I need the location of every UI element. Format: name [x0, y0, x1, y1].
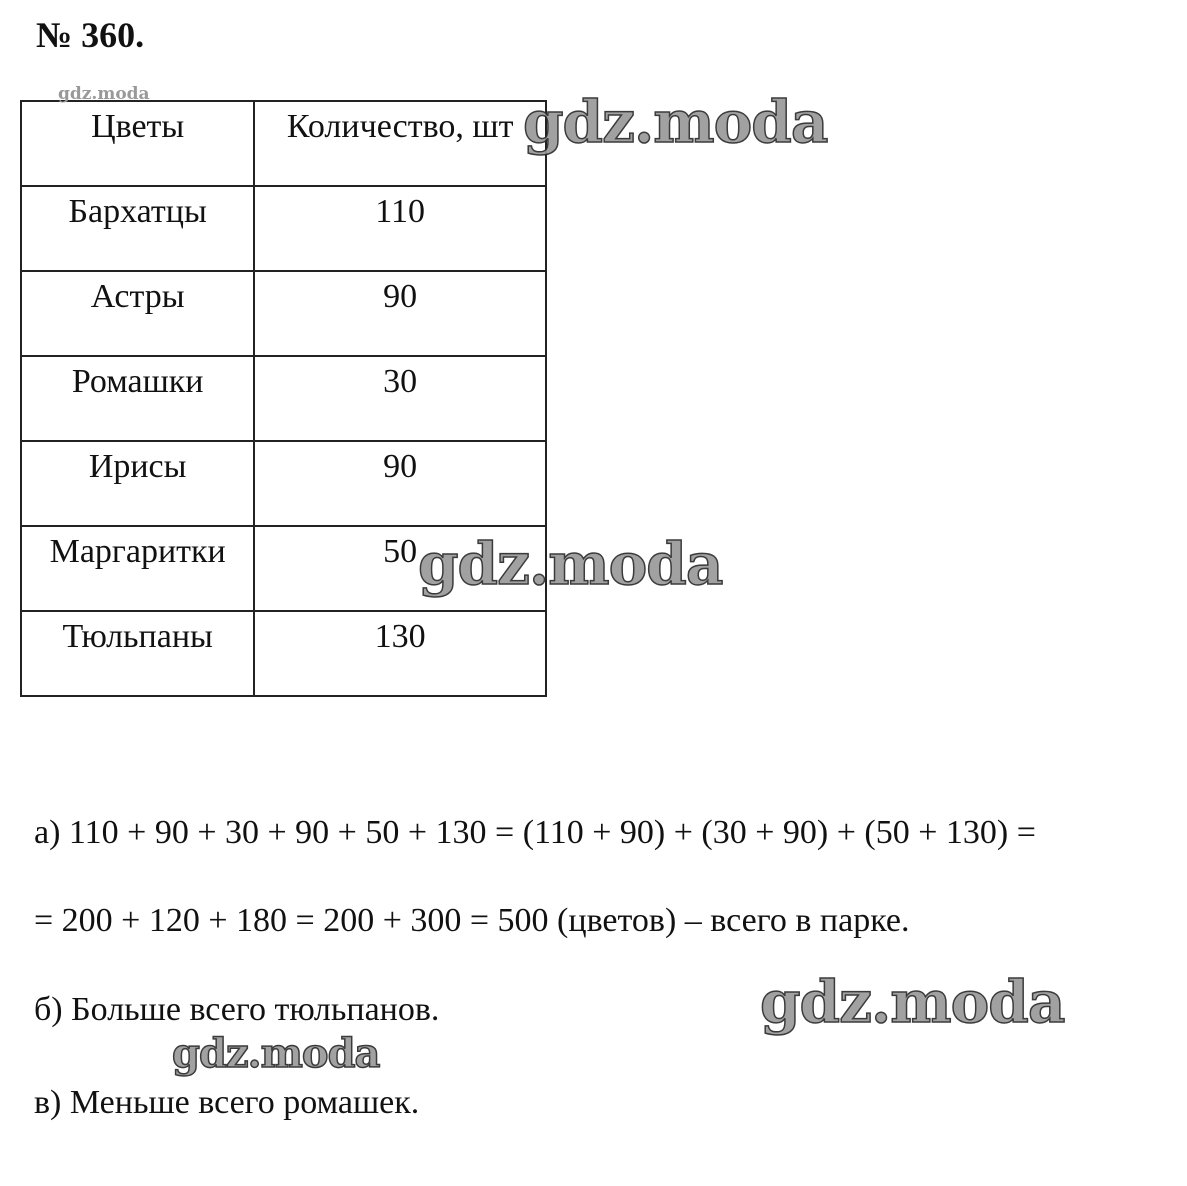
flower-count: 90: [254, 441, 546, 526]
flower-name: Ромашки: [21, 356, 254, 441]
table-header-row: [21, 101, 546, 186]
flower-name: Ирисы: [21, 441, 254, 526]
header-count: Количество, шт: [254, 101, 546, 186]
watermark: gdz.moda: [760, 968, 1065, 1036]
table-row: [21, 611, 546, 696]
header-flowers: Цветы: [21, 101, 254, 186]
table-row: [21, 441, 546, 526]
watermark: gdz.moda: [172, 1030, 380, 1077]
flower-count: 30: [254, 356, 546, 441]
table-row: [21, 186, 546, 271]
flower-count: 130: [254, 611, 546, 696]
flower-name: Бархатцы: [21, 186, 254, 271]
flower-count: 110: [254, 186, 546, 271]
watermark-small: gdz.moda: [58, 84, 150, 104]
answer-b: б) Больше всего тюльпанов.: [34, 991, 440, 1028]
flower-count: 50: [254, 526, 546, 611]
answer-a-line2: = 200 + 120 + 180 = 200 + 300 = 500 (цветов) – всего в парке.: [34, 902, 910, 939]
table-row: [21, 356, 546, 441]
table-row: [21, 271, 546, 356]
flower-count: 90: [254, 271, 546, 356]
problem-number: № 360.: [36, 15, 145, 55]
answer-v: в) Меньше всего ромашек.: [34, 1084, 420, 1121]
flower-name: Астры: [21, 271, 254, 356]
flower-name: Тюльпаны: [21, 611, 254, 696]
flowers-table: [20, 100, 547, 697]
watermark: gdz.moda: [418, 530, 723, 598]
flower-name: Маргаритки: [21, 526, 254, 611]
answer-a-line1: а) 110 + 90 + 30 + 90 + 50 + 130 = (110 + 90) + (30 + 90) + (50 + 130) =: [34, 814, 1036, 851]
watermark: gdz.moda: [523, 88, 828, 156]
